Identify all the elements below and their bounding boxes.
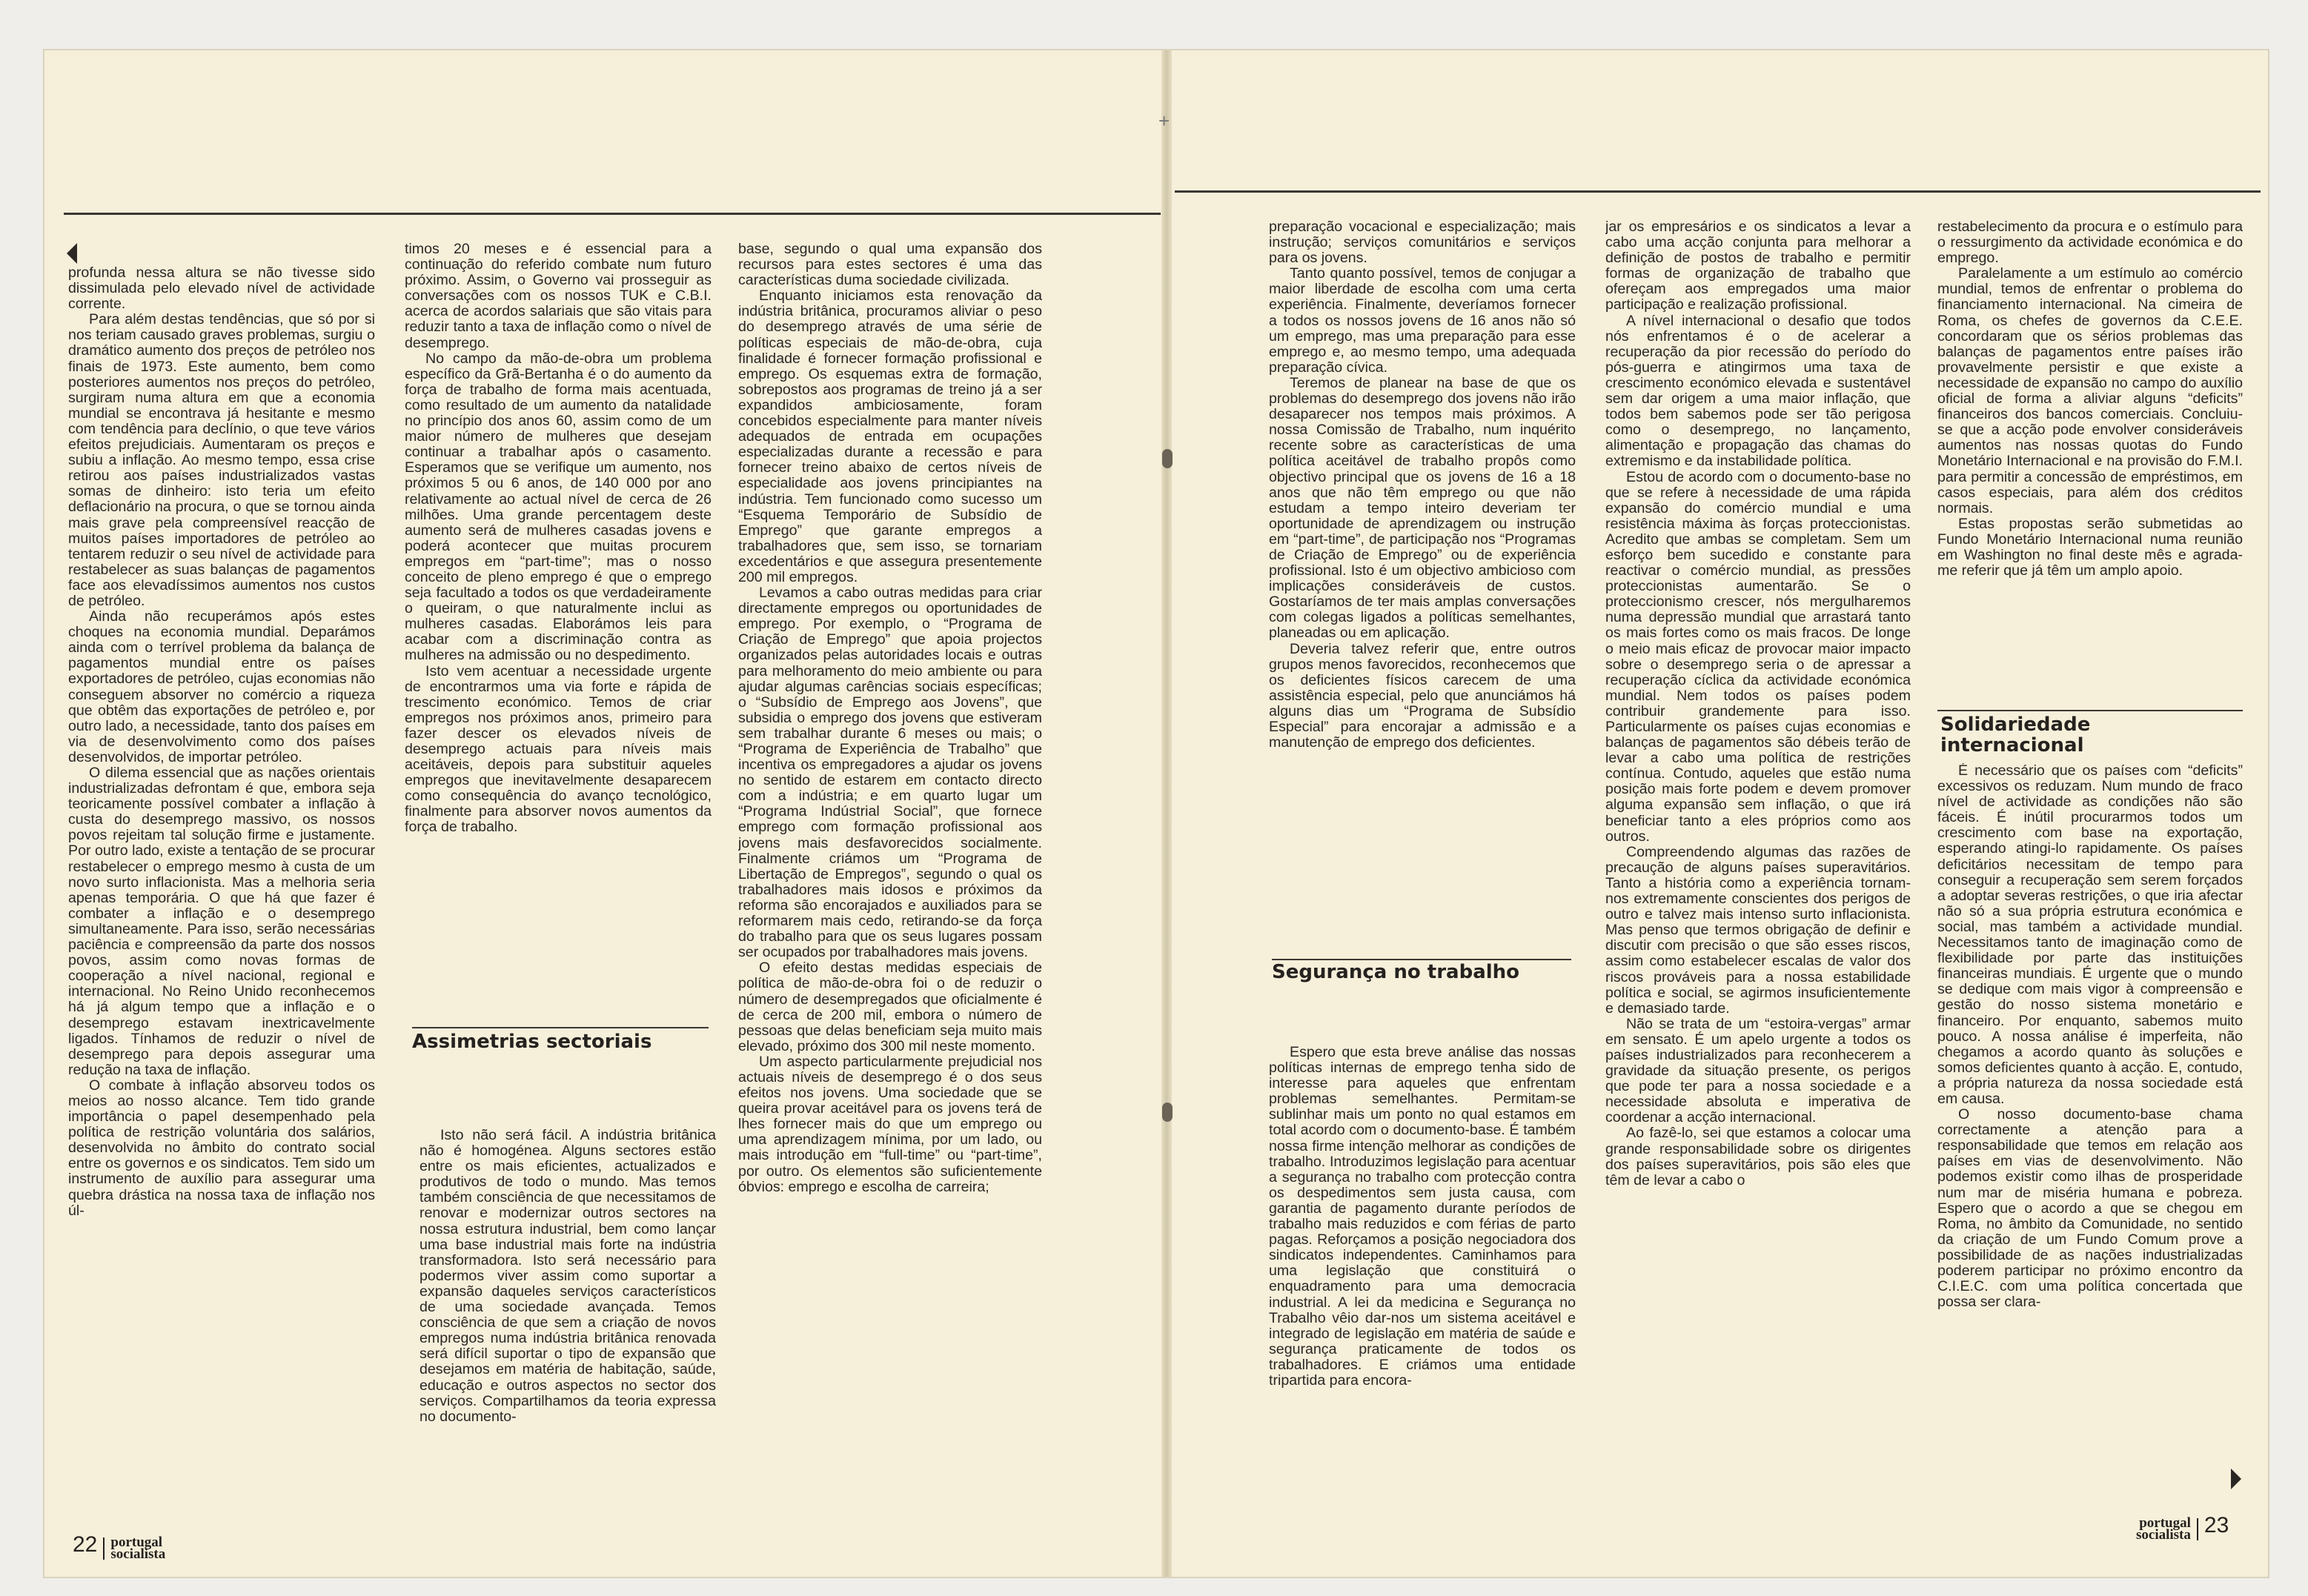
brand-logo <box>2136 1517 2191 1541</box>
section-rule <box>412 1027 709 1028</box>
magazine-spread <box>44 50 2268 1577</box>
section-rule <box>1937 710 2243 711</box>
paragraph: base, segundo o qual uma expansão dos recursos para estes sectores é uma das características duma sociedade civilizada. <box>738 242 1042 289</box>
column-6 <box>1937 219 2243 694</box>
paragraph: Compreendendo algumas das razões de precaução de alguns países superavitários. Tanto a história como a experiência tornam-nos extremamente conscientes dos perigos de outro e talvez mais intenso surto inflacionista. Mas penso que termos obrigação de definir e discutir com precisão o que são esses riscos, assim como estabelecer escalas de valor dos riscos prováveis para a nossa estabilidade política e social, se agirmos insuficientemente e demasiado tarde. <box>1605 843 1911 1017</box>
top-rule-right <box>1175 190 2261 193</box>
folio-divider <box>2197 1518 2198 1540</box>
top-rule-left <box>64 213 1161 215</box>
paragraph: Isto não será fácil. A indústria britânica não é homogénea. Alguns sectores estão entre os mais eficientes, actualizados e produtivos de todo o mundo. Mas temos também consciência de que necessitamos de renovar e modernizar outros sectores na nossa estrutura industrial, bem como lançar uma base industrial mais forte na indústria transformadora. Isto será necessário para podermos viver assim como suportar a expansão daqueles serviços característicos de uma sociedade avançada. Temos consciência de que sem a criação de novos empregos numa indústria britânica renovada será difícil suportar o tipo de expansão que desejamos em matéria de habitação, saúde, educação e outros aspectos no sector dos serviços. Compartilhamos da teoria expressa no documento- <box>420 1128 716 1425</box>
paragraph: preparação vocacional e especialização; mais instrução; serviços comunitários e serviços para os jovens. <box>1269 219 1576 267</box>
staple-top <box>1162 449 1173 468</box>
paragraph: O combate à inflação absorveu todos os meios ao nosso alcance. Tem tido grande importância o papel desempenhado pela política de restrição voluntária dos salários, desenvolvida no âmbito do contrato social entre os governos e os sindicatos. Tem sido um instrumento de auxílio para assegurar uma quebra drástica na nossa taxa de inflação nos úl- <box>68 1077 375 1219</box>
paragraph: timos 20 meses e é essencial para a continuação do referido combate num futuro próximo. Assim, o Governo vai prosseguir as conversações com os nossos TUK e C.B.I. acerca de acordos salariais que são vitais para reduzir tanto a taxa de inflação como o nível de desemprego. <box>405 242 712 351</box>
paragraph: Enquanto iniciamos esta renovação da indústria britânica, procuramos aliviar o peso do desemprego através de uma série de políticas especiais de mão-de-obra, cuja finalidade é fornecer formação profissional e emprego. Os esquemas extra de formação, sobrepostos aos programas de treino já a ser expandidos ambiciosamente, foram concebidos especialmente para manter níveis adequados de entrada em ocupações especializadas durante a recessão e para fornecer treino abaixo de certos níveis de especialidade aos jovens principiantes na indústria. Tem funcionado como sucesso um “Esquema Temporário de Subsídio de Emprego” que garante empregos a trabalhadores que, sem isso, se tornariam excedentários e que assegura presentemente 200 mil empregos. <box>738 287 1042 585</box>
brand-line: socialista <box>110 1546 166 1563</box>
brand-line: socialista <box>2136 1527 2191 1543</box>
paragraph: O nosso documento-base chama correctamente a atenção para a responsabilidade que temos em relação aos países em vias de desenvolvimento. Não podemos existir como ilhas de prosperidade num mar de miséria humana e pobreza. Espero que o acordo a que se chegou em Roma, no âmbito da Comunidade, no sentido da criação de um Fundo Comum prove a possibilidade de as nações industrializadas poderem participar no próximo encontro da C.I.E.C. com uma política concertada que possa ser clara- <box>1937 1106 2243 1311</box>
section-heading-seguranca: Segurança no trabalho <box>1272 961 1520 983</box>
page-gutter <box>1161 50 1172 1577</box>
section-heading-solidariedade: Solidariedade internacional <box>1940 714 2091 757</box>
column-4 <box>1269 219 1576 923</box>
continued-from-arrow-icon <box>67 243 77 264</box>
paragraph: Deveria talvez referir que, entre outros grupos menos favorecidos, reconhecemos que os deficientes físicos carecem de uma assistência especial, pelo que anunciámos há alguns dias um “Programa de Subsídio Especial” para encorajar a admissão e a manutenção de emprego dos deficientes. <box>1269 640 1576 751</box>
paragraph: Para além destas tendências, que só por si nos teriam causado graves problemas, surgiu o dramático aumento dos preços de petróleo nos finais de 1973. Este aumento, bem como posteriores aumentos nos preços do petróleo, surgiram numa altura em que a economia mundial se encontrava já hesitante e mesmo com tendência para declínio, o que teve vários efeitos prejudiciais. Aumentaram os preços e subiu a inflação. Ao mesmo tempo, essa crise retirou aos países industrializados vastas somas de dinheiro: isto teria um efeito deflacionário na procura, o que se tornou ainda mais grave pela compreensível reacção de muitos países importadores de petróleo ao tentarem reduzir o seu nível de actividade para restabelecer as suas balanças de pagamentos face aos elevadíssimos aumentos nos custos de petróleo. <box>68 311 375 609</box>
paragraph: restabelecimento da procura e o estímulo para o ressurgimento da actividade económica e do emprego. <box>1937 219 2243 267</box>
column-4-continued <box>1269 1045 1576 1497</box>
column-5 <box>1605 219 1911 1494</box>
column-1 <box>68 265 375 1510</box>
paragraph: Teremos de planear na base de que os problemas do desemprego dos jovens não irão desaparecer nos tempos mais próximos. A nossa Comissão de Trabalho, num inquérito recente sobre as características de uma política aceitável de trabalho propôs como objectivo principal que os jovens de 16 a 18 anos que não têm emprego ou que não estudam a tempo inteiro deveriam ter oportunidade de aprendizagem ou instrução em “part-time”, de participação nos “Programas de Criação de Emprego” ou de experiência profissional. Isto é um objectivo ambicioso com implicações consideráveis de custos. Gostaríamos de ter mais amplas conversações com colegas ligados a políticas semelhantes, planeadas ou em aplicação. <box>1269 374 1576 642</box>
paragraph: É necessário que os países com “deficits” excessivos os reduzam. Num mundo de fraco nível de actividade as condições não são fáceis. É inútil procurarmos todos um crescimento com base na exportação, esperando atingi-lo rapidamente. Os países deficitários necessitam de tempo para conseguir a recuperação sem serem forçados a adoptar severas restrições, o que iria afectar não só a sua própria estrutura económica e social, mas também a actividade mundial. Necessitamos tanto de imaginação como de flexibilidade por parte das instituições financeiras mundiais. É urgente que o mundo se dedique com mais vigor à compreensão e gestão do nosso sistema monetário e financeiro. Por enquanto, sabemos muito pouco. A nossa análise é imperfeita, não chegamos a acordo quanto às soluções e somos deficientes quanto à acção. E, contudo, a própria natureza da nossa sociedade está em causa. <box>1937 763 2243 1107</box>
paragraph: Não se trata de um “estoira-vergas” armar em sensato. É um apelo urgente a todos os países industrializados para reconhecerem a gravidade da situação presente, os perigos que pode ter para a nossa sociedade e a necessidade absoluta e imperativa de coordenar a acção internacional. <box>1605 1015 1911 1126</box>
column-3 <box>738 242 1042 1501</box>
paragraph: No campo da mão-de-obra um problema específico da Grã-Bertanha é o do aumento da força de trabalho de forma mais acentuada, como resultado de um aumento da natalidade no princípio dos anos 60, assim como de um maior número de mulheres que desejam continuar a trabalhar após o casamento. Esperamos que se verifique um aumento, nos próximos 5 ou 6 anos, de 140 000 por ano relativamente ao actual nível de cerca de 26 milhões. Uma grande percentagem deste aumento será de mulheres casadas jovens e poderá acontecer que muitas procurem empregos em “part-time”; mas o nosso conceito de pleno emprego é que o emprego seja facultado a todos os que verdadeiramente o queiram, o que naturalmente inclui as mulheres casadas. Elaborámos leis para acabar com a discriminação contra as mulheres na admissão ou no despedimento. <box>405 350 712 664</box>
folio-divider <box>103 1537 105 1560</box>
paragraph: profunda nessa altura se não tivesse sido dissimulada pelo elevado nível de actividade corrente. <box>68 265 375 313</box>
paragraph: Paralelamente a um estímulo ao comércio mundial, temos de enfrentar o problema do financiamento internacional. Na cimeira de Roma, os chefes de governos da C.E.E. concordaram que os sérios problemas das balanças de pagamentos entre países irão provavelmente persistir e que existe a necessidade de expansão no campo do auxílio oficial de forma a aliviar alguns “deficits” financeiros dos bancos comerciais. Concluiu-se que a acção pode envolver consideráveis aumentos nas nossas quotas do Fundo Monetário Internacional e na provisão do F.M.I. para permitir a concessão de empréstimos, em casos especiais, para além dos créditos normais. <box>1937 265 2243 516</box>
paragraph: Ao fazê-lo, sei que estamos a colocar uma grande responsabilidade sobre os dirigentes dos países superavitários, pois são eles que têm de levar a cabo o <box>1605 1125 1911 1188</box>
page-number-right <box>2136 1513 2229 1541</box>
column-2 <box>405 242 712 1012</box>
paragraph: Levamos a cabo outras medidas para criar directamente empregos ou oportunidades de emprego. Por exemplo, o “Programa de Criação de Emprego” que apoia projectos organizados pelas autoridades locais e outras para melhoramento do meio ambiente ou para ajudar algumas carências sociais específicas; o “Subsídio de Emprego aos Jovens”, que subsidia o emprego dos jovens que estiveram sem trabalhar durante 6 meses ou mais; o “Programa de Experiência de Trabalho” que incentiva os empregadores a ajudar os jovens no sentido de estarem em contacto directo com a indústria; e em quarto lugar um “Programa Indústrial Social”, que fornece emprego com formação profissional aos jovens mais desfavorecidos socialmente. Finalmente criámos um “Programa de Libertação de Empregos”, segundo o qual os trabalhadores mais idosos e próximos da reforma são encorajados e auxiliados para se reformarem mais cedo, retirando-se da força do trabalho para que os seus lugares possam ser ocupados por trabalhadores mais jovens. <box>738 585 1042 961</box>
page-number: 23 <box>2203 1513 2229 1537</box>
staple-bottom <box>1162 1103 1173 1122</box>
section-heading-assimetrias: Assimetrias sectoriais <box>412 1031 652 1053</box>
paragraph: Estas propostas serão submetidas ao Fundo Monetário Internacional numa reunião em Washington no final deste mês e agrada-me referir que já têm um amplo apoio. <box>1937 515 2243 579</box>
paragraph: A nível internacional o desafio que todos nós enfrentamos é o de acelerar a recuperação da pior recessão do período do pós-guerra e atingirmos uma taxa de crescimento económico elevada e sustentável sem dar origem a uma maior inflação, que todos bem sabemos pode ser tão perigosa como o desemprego, no lançamento, alimentação e propagação das chamas do extremismo e da instabilidade política. <box>1605 312 1911 470</box>
page-number-left <box>73 1532 166 1563</box>
page-number: 22 <box>73 1532 98 1557</box>
paragraph: Estou de acordo com o documento-base no que se refere à necessidade de uma rápida expansão do comércio mundial e uma resistência máxima às forças proteccionistas. Acredito que ambas se completam. Sem um esforço bem sucedido e constante para reactivar o comércio mundial, as pressões proteccionistas aumentarão. Se o proteccionismo crescer, nós mergulharemos numa depressão mundial que arrastará tanto os mais fortes como os mais fracos. De longe o meio mais eficaz de provocar maior impacto sobre o desemprego seria o de apressar a recuperação cíclica da actividade económica mundial. Nem todos os países podem contribuir grandemente para isso. Particularmente os países cujas economias e balanças de pagamentos são débeis terão de levar a cabo uma política de restrições contínua. Contudo, aqueles que estão numa posição mais forte podem e devem promover alguma expansão sem inflação, o que irá beneficiar tanto a eles próprios como aos outros. <box>1605 468 1911 845</box>
paragraph: Tanto quanto possível, temos de conjugar a maior liberdade de escolha com uma certa experiência. Finalmente, deveríamos fornecer a todos os nossos jovens de 16 anos não só um emprego, mas uma preparação para esse emprego e, ao mesmo tempo, uma adequada preparação cívica. <box>1269 265 1576 376</box>
continued-on-arrow-icon <box>2231 1469 2241 1489</box>
column-6-continued <box>1937 763 2243 1467</box>
paragraph: Um aspecto particularmente prejudicial nos actuais níveis de desemprego é o dos seus efeitos nos jovens. Uma sociedade que se queira provar aceitável para os jovens terá de lhes fornecer mais do que um emprego ou uma aprendizagem mínima, por um lado, ou mais introdução em “full-time” ou “part-time”, por outro. Os elementos são suficientemente óbvios: emprego e escolha de carreira; <box>738 1053 1042 1195</box>
brand-logo <box>110 1535 166 1563</box>
paragraph: O efeito destas medidas especiais de política de mão-de-obra foi o de reduzir o número de desempregados que oficialmente é de cerca de 200 mil, embora o número de pessoas que delas beneficiam seja muito mais elevado, próximo dos 300 mil neste momento. <box>738 960 1042 1054</box>
paragraph: O dilema essencial que as nações orientais industrializadas defrontam é que, embora seja teoricamente possível combater a inflação à custa do desemprego massivo, os nossos povos rejeitam tal solução firme e justamente. Por outro lado, existe a tentação de se procurar restabelecer o emprego mesmo à custa de um novo surto inflacionista. Mas a melhoria seria apenas temporária. O que há que fazer é combater a inflação e o desemprego simultaneamente. Para isso, serão necessárias paciência e compreensão da parte dos nossos povos, assim como novas formas de cooperação a nível nacional, regional e internacional. No Reino Unido reconhecemos há já algum tempo que a inflação e o desemprego estavam inextricavelmente ligados. Tínhamos de reduzir o nível de desemprego para depois assegurar uma redução na taxa de inflação. <box>68 765 375 1078</box>
column-2-continued <box>420 1128 716 1498</box>
paragraph: Espero que esta breve análise das nossas políticas internas de emprego tenha sido de interesse para aqueles que enfrentam problemas semelhantes. Permitam-se sublinhar mais um ponto no qual estamos em total acordo com o documento-base. É também nossa firme intenção melhorar as condições de trabalho. Introduzimos legislação para acentuar a segurança no trabalho com protecção contra os despedimentos sem justa causa, com garantia de pagamento durante períodos de trabalho mais reduzidos e com férias de parto pagas. Reforçamos a posição negociadora dos sindicatos independentes. Caminhamos para uma legislação que constituirá o enquadramento para uma democracia industrial. A lei da medicina e Segurança no Trabalho vêio dar-nos um sistema aceitável e integrado de legislação em matéria de saúde e segurança praticamente de todos os trabalhadores. E criámos uma entidade tripartida para encora- <box>1269 1045 1576 1389</box>
paragraph: Ainda não recuperámos após estes choques na economia mundial. Deparámos ainda com o terrível problema da balança de pagamentos mundial entre os países exportadores de petróleo, cujas economias não conseguem absorver no comércio a riqueza que obtêm das exportações de petróleo e, por outro lado, a necessidade, tanto dos países em via de desenvolvimento como dos países desenvolvidos, de importar petróleo. <box>68 608 375 765</box>
section-rule <box>1272 959 1571 960</box>
paragraph: Isto vem acentuar a necessidade urgente de encontrarmos uma via forte e rápida de trescimento económico. Temos de criar empregos nos próximos anos, primeiro para fazer descer os elevados níveis de desemprego actuais para níveis mais aceitáveis, depois para substituir aqueles empregos que inevitavelmente desaparecem como consequência do avanço tecnológico, finalmente para absorver novos aumentos da força de trabalho. <box>405 662 712 836</box>
brand-line: portugal <box>2139 1515 2191 1532</box>
paragraph: jar os empresários e os sindicatos a levar a cabo uma acção conjunta para melhorar a definição de postos de trabalho e permitir formas de organização de trabalho que ofereçam aos empregados uma maior participação e realização profissional. <box>1605 219 1911 313</box>
registration-mark: + <box>1158 110 1170 132</box>
brand-line: portugal <box>110 1535 163 1551</box>
